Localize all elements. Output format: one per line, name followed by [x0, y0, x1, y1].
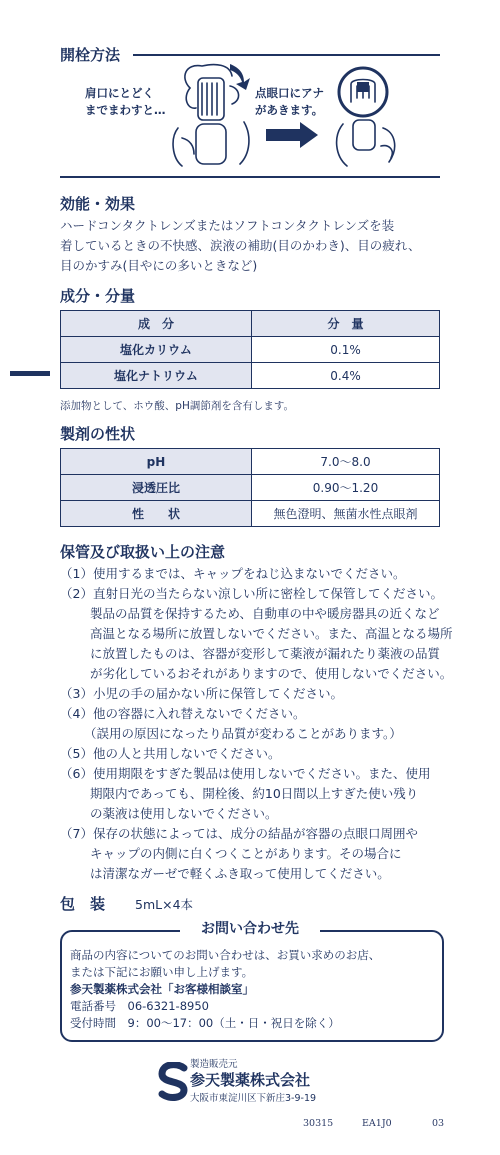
step1-line1: 肩口にとどく — [85, 86, 154, 100]
package-title: 包 装 — [60, 895, 106, 913]
property-value: 0.90～1.20 — [252, 475, 440, 501]
property-name: 性 状 — [61, 501, 252, 527]
contact-line2: または下記にお願い申し上げます。 — [70, 965, 254, 979]
table-row — [61, 363, 440, 389]
opening-bottom-rule — [60, 176, 440, 178]
precaution-line: に放置したものは、容器が変形して薬液が漏れたり薬液の品質 — [90, 646, 441, 661]
precautions-title: 保管及び取扱い上の注意 — [60, 543, 226, 561]
precaution-line: （2）直射日光の当たらない涼しい所に密栓して保管してください。 — [60, 586, 443, 601]
table-header-cell: 成 分 — [61, 311, 252, 337]
precaution-line: （7）保存の状態によっては、成分の結晶が容器の点眼口周囲や — [60, 826, 418, 841]
ingredient-amount: 0.1% — [252, 337, 440, 363]
contact-text — [70, 947, 380, 1032]
manufacturer-address: 大阪市東淀川区下新庄3-9-19 — [190, 1093, 317, 1104]
table-header-cell: 分 量 — [252, 311, 440, 337]
package-value: 5mL×4本 — [135, 897, 194, 912]
property-name: pH — [61, 449, 252, 475]
opening-title: 開栓方法 — [60, 46, 121, 64]
contact-dept: 参天製薬株式会社「お客様相談室」 — [70, 982, 254, 996]
nozzle-opened-illustration — [325, 58, 410, 170]
twist-cap-illustration — [160, 58, 255, 168]
precaution-line: （4）他の容器に入れ替えないでください。 — [60, 706, 306, 721]
manufacturer-name: 参天製薬株式会社 — [190, 1071, 311, 1089]
step2-line2: があきます。 — [255, 103, 324, 117]
precaution-line: （3）小児の手の届かない所に保管してください。 — [60, 686, 343, 701]
efficacy-line: ハードコンタクトレンズまたはソフトコンタクトレンズを装 — [60, 218, 395, 233]
efficacy-line: 着しているときの不快感、涙液の補助(目のかわき)、目の疲れ、 — [60, 238, 421, 253]
contact-phone: 電話番号 06-6321-8950 — [70, 999, 209, 1013]
precaution-line: 高温となる場所に放置しないでください。また、高温となる場所 — [90, 626, 453, 641]
composition-title: 成分・分量 — [60, 287, 136, 305]
precaution-line: キャップの内側に白くつくことがあります。その場合に — [90, 846, 402, 861]
step2-line1: 点眼口にアナ — [255, 86, 324, 100]
contact-hours: 受付時間 9：00～17：00（土・日・祝日を除く） — [70, 1016, 340, 1030]
table-row — [61, 337, 440, 363]
precaution-line: は清潔なガーゼで軽くふき取って使用してください。 — [90, 866, 390, 881]
precaution-line: 製品の品質を保持するため、自動車の中や暖房器具の近くなど — [90, 606, 440, 621]
opening-title-rule — [133, 54, 440, 56]
footer-code2: EA1J0 — [362, 1118, 392, 1129]
precaution-line: （6）使用期限をすぎた製品は使用しないでください。また、使用 — [60, 766, 431, 781]
table-row — [61, 475, 440, 501]
efficacy-text — [60, 216, 460, 276]
property-name: 浸透圧比 — [61, 475, 252, 501]
table-row — [61, 501, 440, 527]
efficacy-title: 効能・効果 — [60, 195, 136, 213]
santen-logo-icon — [156, 1062, 190, 1102]
precaution-line: が劣化しているおそれがありますので、使用しないでください。 — [90, 666, 453, 681]
ingredient-name: 塩化ナトリウム — [61, 363, 252, 389]
table-header-row — [61, 311, 440, 337]
step1-caption — [85, 85, 166, 119]
step2-caption — [255, 85, 324, 119]
precaution-line: （1）使用するまでは、キャップをねじ込まないでください。 — [60, 566, 406, 581]
contact-title: お問い合わせ先 — [201, 921, 299, 937]
footer-code3: 03 — [432, 1118, 445, 1129]
properties-table — [60, 448, 440, 527]
margin-marker — [10, 371, 50, 376]
contact-line1: 商品の内容についてのお問い合わせは、お買い求めのお店、 — [70, 948, 381, 962]
ingredient-amount: 0.4% — [252, 363, 440, 389]
manufacturer-label: 製造販売元 — [190, 1059, 238, 1070]
table-row — [61, 449, 440, 475]
additives-note: 添加物として、ホウ酸、pH調節剤を含有します。 — [60, 400, 295, 412]
precaution-line: （5）他の人と共用しないでください。 — [60, 746, 281, 761]
composition-table — [60, 310, 440, 389]
ingredient-name: 塩化カリウム — [61, 337, 252, 363]
arrow-right-icon — [262, 120, 322, 150]
precaution-line: （誤用の原因になったり品質が変わることがあります。） — [84, 726, 402, 741]
efficacy-line: 目のかすみ(目やにの多いときなど) — [60, 258, 258, 273]
precaution-line: の薬液は使用しないでください。 — [90, 806, 278, 821]
property-value: 7.0～8.0 — [252, 449, 440, 475]
precaution-line: 期限内であっても、開栓後、約10日間以上すぎた使い残り — [90, 786, 419, 801]
property-value: 無色澄明、無菌水性点眼剤 — [252, 501, 440, 527]
contact-title-wrap — [180, 918, 320, 940]
step1-line2: までまわすと… — [85, 103, 166, 117]
properties-title: 製剤の性状 — [60, 425, 136, 443]
footer-code1: 30315 — [303, 1118, 334, 1129]
